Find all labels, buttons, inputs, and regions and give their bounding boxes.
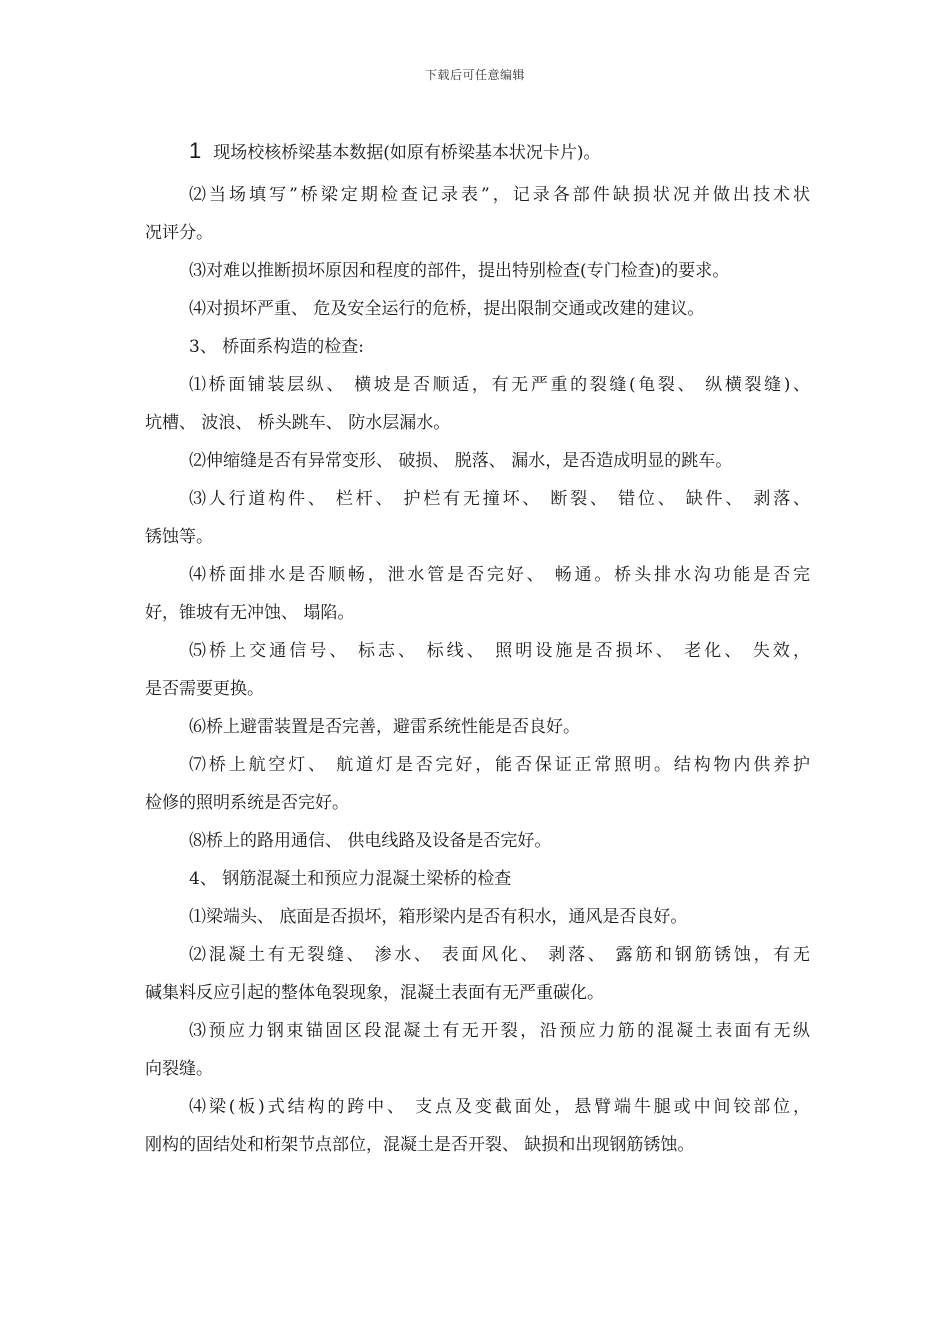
paragraph-line: 碱集料反应引起的整体龟裂现象，混凝土表面有无严重碳化。: [145, 983, 604, 1003]
paragraph-line: ⑷梁(板)式结构的跨中、 支点及变截面处，悬臂端牛腿或中间铰部位，: [189, 1097, 810, 1117]
heading-number: 1: [189, 138, 202, 163]
paragraph-line: ⑶预应力钢束锚固区段混凝土有无开裂，沿预应力筋的混凝土表面有无纵: [189, 1021, 810, 1041]
paragraph-line: 况评分。: [145, 223, 213, 243]
paragraph-line: ⑶对难以推断损坏原因和程度的部件，提出特别检查(专门检查)的要求。: [189, 261, 730, 281]
paragraph-line: ⑹桥上避雷装置是否完善，避雷系统性能是否良好。: [189, 717, 580, 737]
paragraph-line: ⑵伸缩缝是否有异常变形、 破损、 脱落、 漏水，是否造成明显的跳车。: [189, 451, 733, 471]
page-header: 下载后可任意编辑: [424, 68, 525, 82]
subsection-heading: 3、 桥面系构造的检查:: [189, 337, 364, 357]
paragraph-line: 锈蚀等。: [145, 527, 213, 547]
paragraph-line: ⑺桥上航空灯、 航道灯是否完好，能否保证正常照明。结构物内供养护: [189, 755, 810, 775]
paragraph-line: ⑷桥面排水是否顺畅，泄水管是否完好、 畅通。桥头排水沟功能是否完: [189, 565, 810, 585]
document-body: [145, 132, 810, 1164]
section-heading: [145, 132, 810, 170]
paragraph-line: ⑸桥上交通信号、 标志、 标线、 照明设施是否损坏、 老化、 失效，: [189, 641, 810, 661]
paragraph-line: ⑷对损坏严重、 危及安全运行的危桥，提出限制交通或改建的建议。: [189, 299, 705, 319]
heading-text: 现场校核桥梁基本数据(如原有桥梁基本状况卡片)。: [213, 143, 601, 163]
paragraph-line: 检修的照明系统是否完好。: [145, 793, 349, 813]
paragraph-line: 是否需要更换。: [145, 679, 264, 699]
paragraph-line: ⑻桥上的路用通信、 供电线路及设备是否完好。: [189, 831, 552, 851]
subsection-heading: 4、 钢筋混凝土和预应力混凝土梁桥的检查: [189, 869, 512, 889]
paragraph-line: ⑵混凝土有无裂缝、 渗水、 表面风化、 剥落、 露筋和钢筋锈蚀，有无: [189, 945, 810, 965]
paragraph-line: 坑槽、 波浪、 桥头跳车、 防水层漏水。: [145, 413, 451, 433]
paragraph-line: 刚构的固结处和桁架节点部位，混凝土是否开裂、 缺损和出现钢筋锈蚀。: [145, 1135, 695, 1155]
paragraph-line: 好，锥坡有无冲蚀、 塌陷。: [145, 603, 355, 623]
paragraph-line: ⑴梁端头、 底面是否损坏，箱形梁内是否有积水，通风是否良好。: [189, 907, 688, 927]
paragraph-line: ⑴桥面铺装层纵、 横坡是否顺适，有无严重的裂缝(龟裂、 纵横裂缝)、: [189, 375, 810, 395]
paragraph-line: ⑵当场填写”桥梁定期检查记录表”，记录各部件缺损状况并做出技术状: [189, 185, 810, 205]
paragraph-line: 向裂缝。: [145, 1059, 213, 1079]
paragraph-line: ⑶人行道构件、 栏杆、 护栏有无撞坏、 断裂、 错位、 缺件、 剥落、: [189, 489, 810, 509]
